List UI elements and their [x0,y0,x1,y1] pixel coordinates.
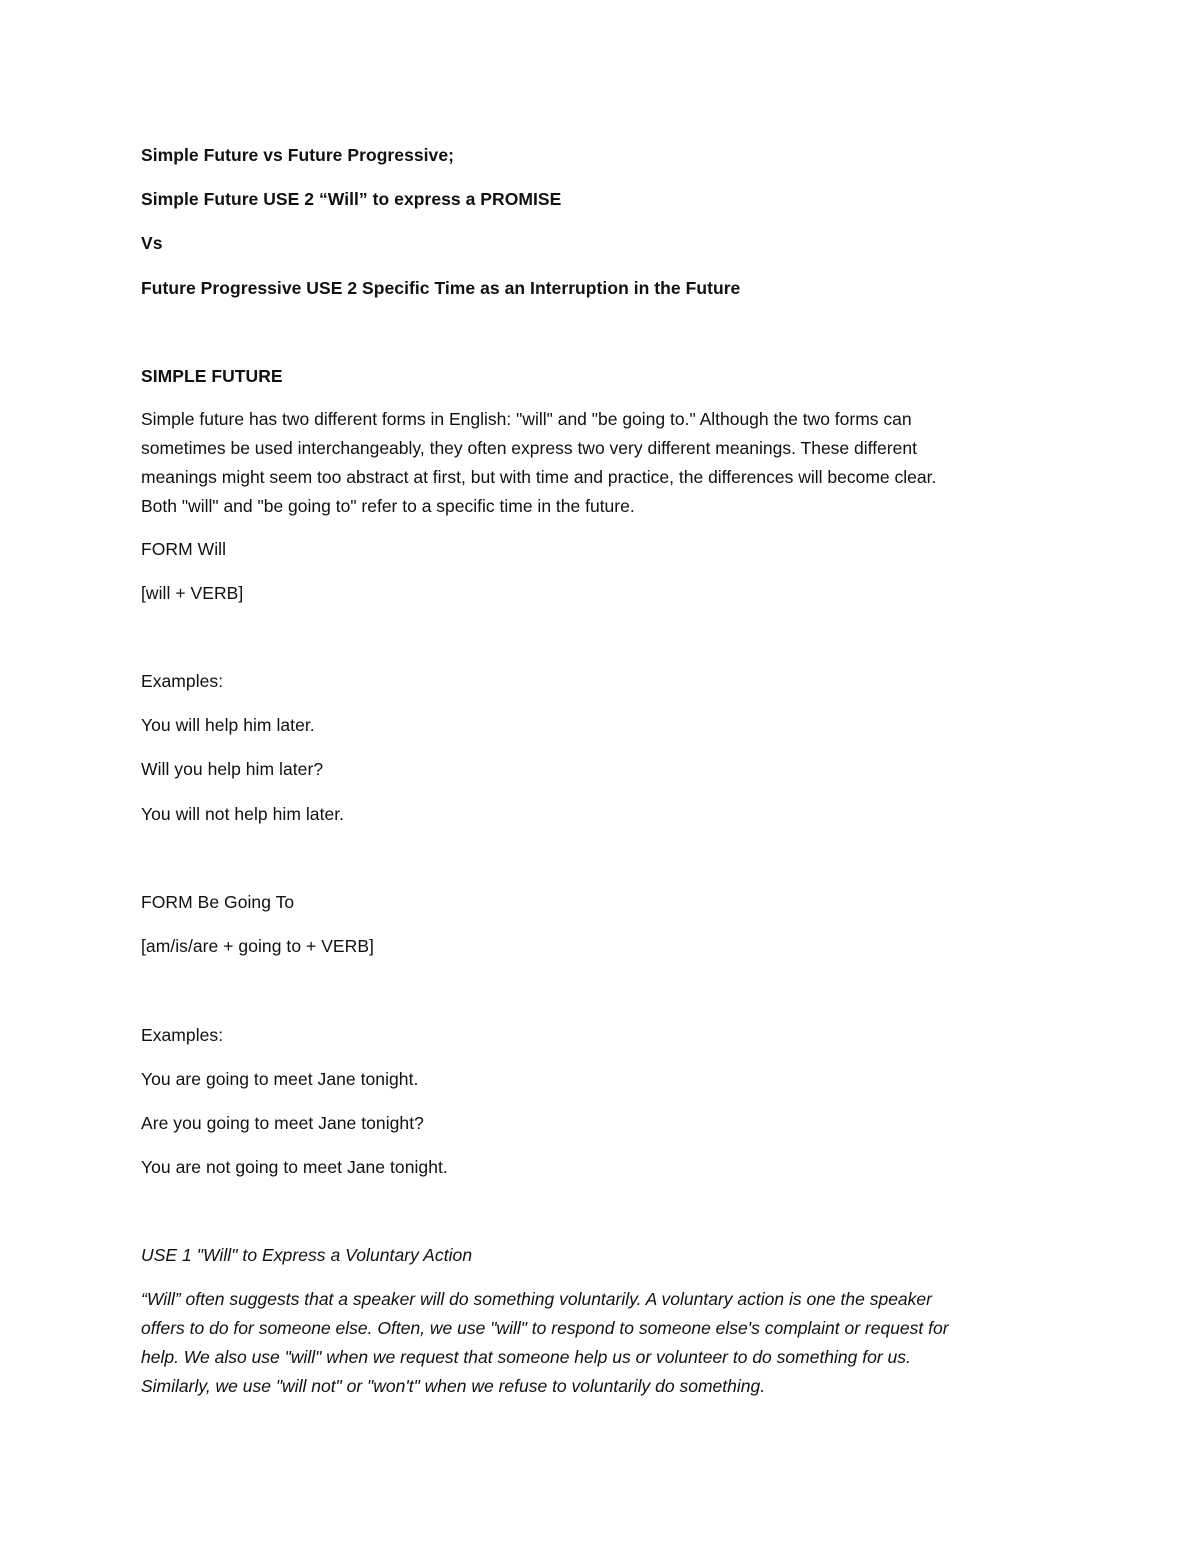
document-title: Simple Future vs Future Progressive; [141,145,454,165]
example-sentence: Are you going to meet Jane tonight? [141,1113,424,1133]
intro-paragraph [141,405,1061,521]
intro-line: Simple future has two different forms in English: "will" and "be going to." Although the two forms can [141,409,912,429]
use1-line: “Will” often suggests that a speaker will do something voluntarily. A voluntary action is one the speaker [141,1289,932,1309]
examples-label: Examples: [141,671,224,691]
example-sentence: Will you help him later? [141,759,324,779]
heading-future-progressive-use-2: Future Progressive USE 2 Specific Time as an Interruption in the Future [141,278,741,298]
form-going-to-label: FORM Be Going To [141,892,295,912]
form-going-to-pattern: [am/is/are + going to + VERB] [141,936,374,956]
vs-label: Vs [141,233,163,253]
examples-label: Examples: [141,1025,224,1045]
example-sentence: You will not help him later. [141,804,345,824]
example-sentence: You are not going to meet Jane tonight. [141,1157,448,1177]
intro-line: Both "will" and "be going to" refer to a specific time in the future. [141,496,635,516]
form-will-pattern: [will + VERB] [141,583,244,603]
intro-line: sometimes be used interchangeably, they often express two very different meanings. These different [141,438,917,458]
heading-simple-future-use-2: Simple Future USE 2 “Will” to express a PROMISE [141,189,562,209]
use1-line: help. We also use "will" when we request that someone help us or volunteer to do something for us. [141,1347,911,1367]
form-will-label: FORM Will [141,539,227,559]
example-sentence: You are going to meet Jane tonight. [141,1069,419,1089]
use1-paragraph [141,1285,1061,1401]
section-title-simple-future: SIMPLE FUTURE [141,366,283,386]
example-sentence: You will help him later. [141,715,315,735]
use1-heading: USE 1 "Will" to Express a Voluntary Action [141,1245,473,1265]
use1-line: offers to do for someone else. Often, we use "will" to respond to someone else's complaint or request for [141,1318,949,1338]
intro-line: meanings might seem too abstract at first, but with time and practice, the differences will become clear. [141,467,937,487]
use1-line: Similarly, we use "will not" or "won't" when we refuse to voluntarily do something. [141,1376,766,1396]
